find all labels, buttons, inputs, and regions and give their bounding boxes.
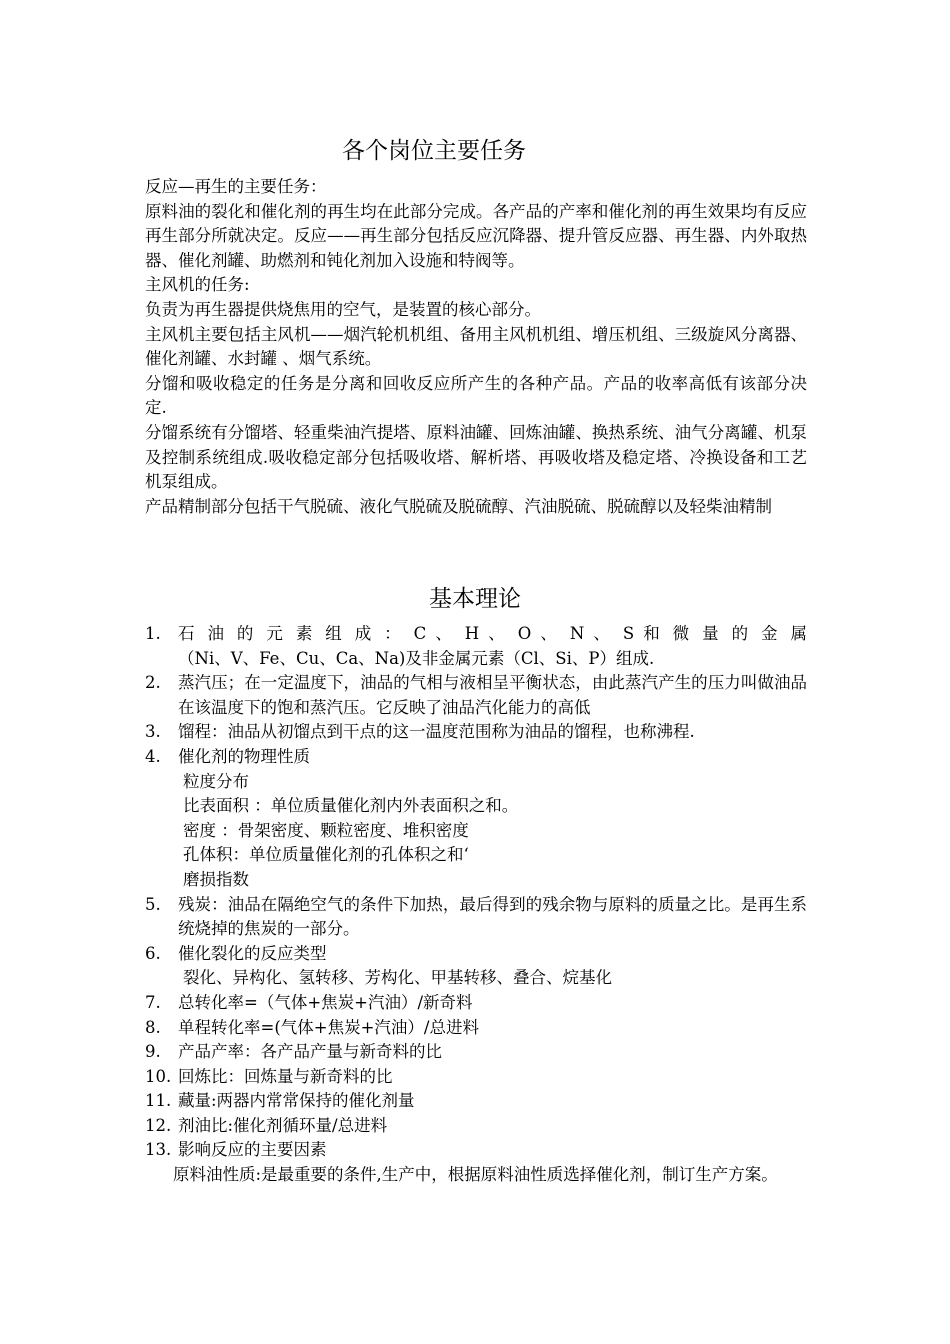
item-text: 馏程：油品从初馏点到干点的这一温度范围称为油品的馏程，也称沸程. bbox=[178, 722, 695, 742]
item-text: 剂油比:催化剂循环量/总进料 bbox=[178, 1115, 388, 1135]
item-text: 回炼比：回炼量与新奇料的比 bbox=[178, 1066, 393, 1086]
sub-item: 密度 ：骨架密度、颗粒密度、堆积密度 bbox=[183, 820, 469, 840]
item-text: 总转化率=（气体+焦炭+汽油）/新奇料 bbox=[178, 992, 473, 1012]
paragraph: 负责为再生器提供烧焦用的空气，是装置的核心部分。 bbox=[145, 299, 541, 319]
item-text: （Ni、V、Fe、Cu、Ca、Na)及非金属元素（Cl、Si、P）组成. bbox=[178, 648, 655, 668]
item-text: 单程转化率=(气体+焦炭+汽油）/总进料 bbox=[178, 1017, 479, 1037]
list-item bbox=[145, 893, 807, 942]
item-number: 3. bbox=[145, 722, 161, 742]
list-item bbox=[145, 720, 807, 745]
list-item bbox=[145, 745, 807, 893]
item-number: 10. bbox=[145, 1066, 172, 1086]
paragraph: 主风机的任务: bbox=[145, 275, 250, 295]
list-item bbox=[145, 671, 807, 720]
item-text: 石 油 的 元 素 组 成 ： C 、 H 、 O 、 N 、 S 和 微 量 的 金 属 bbox=[178, 624, 807, 643]
item-number: 5. bbox=[145, 894, 161, 914]
item-number: 8. bbox=[145, 1017, 161, 1037]
item-text: 残炭：油品在隔绝空气的条件下加热，最后得到的残余物与原料的质量之比。是再生系统烧掉的焦炭的一部分。 bbox=[178, 894, 807, 939]
paragraph: 分馏系统有分馏塔、轻重柴油汽提塔、原料油罐、回炼油罐、换热系统、油气分离罐、机泵及控制系统组成.吸收稳定部分包括吸收塔、解析塔、再吸收塔及稳定塔、冷换设备和工艺机泵组成。 bbox=[145, 422, 807, 492]
item-text: 影响反应的主要因素 bbox=[178, 1140, 327, 1160]
sub-item: 比表面积 ：单位质量催化剂内外表面积之和。 bbox=[183, 796, 519, 816]
list-item bbox=[145, 1065, 807, 1090]
sub-item: 裂化、异构化、氢转移、芳构化、甲基转移、叠合、烷基化 bbox=[183, 968, 612, 988]
list-item bbox=[145, 1114, 807, 1139]
item-number: 9. bbox=[145, 1042, 161, 1062]
section-title-theory: 基本理论 bbox=[429, 586, 521, 612]
list-item bbox=[145, 1089, 807, 1114]
item-number: 13. bbox=[145, 1140, 172, 1160]
paragraph: 分馏和吸收稳定的任务是分离和回收反应所产生的各种产品。产品的收率高低有该部分决定. bbox=[145, 373, 807, 418]
item-number: 2. bbox=[145, 673, 161, 693]
sub-item: 粒度分布 bbox=[183, 771, 249, 791]
section-title-tasks: 各个岗位主要任务 bbox=[342, 138, 526, 164]
paragraph: 主风机主要包括主风机——烟汽轮机机组、备用主风机机组、增压机组、三级旋风分离器、催化剂罐、水封罐 、烟气系统。 bbox=[145, 324, 807, 369]
tasks-section bbox=[145, 175, 807, 519]
list-item bbox=[145, 991, 807, 1016]
paragraph: 反应—再生的主要任务： bbox=[145, 177, 327, 196]
item-continuation: 原料油性质:是最重要的条件,生产中，根据原料油性质选择催化剂，制订生产方案。 bbox=[173, 1165, 778, 1185]
item-text: 产品产率：各产品产量与新奇料的比 bbox=[178, 1042, 442, 1062]
item-text: 催化剂的物理性质 bbox=[178, 746, 310, 766]
list-item bbox=[145, 1016, 807, 1041]
sub-item: 孔体积：单位质量催化剂的孔体积之和‘ bbox=[183, 845, 469, 865]
list-item bbox=[145, 1138, 807, 1187]
item-number: 7. bbox=[145, 992, 161, 1012]
paragraph: 原料油的裂化和催化剂的再生均在此部分完成。各产品的产率和催化剂的再生效果均有反应再生部分所就决定。反应——再生部分包括反应沉降器、提升管反应器、再生器、内外取热器、催化剂罐、助燃剂和钝化剂加入设施和特阀等。 bbox=[145, 201, 807, 270]
item-text: 催化裂化的反应类型 bbox=[178, 943, 327, 963]
item-text: 藏量:两器内常常保持的催化剂量 bbox=[178, 1091, 415, 1111]
item-number: 1. bbox=[145, 624, 161, 643]
item-number: 4. bbox=[145, 746, 161, 766]
list-item bbox=[145, 942, 807, 991]
sub-item: 磨损指数 bbox=[183, 869, 249, 889]
list-item bbox=[145, 622, 807, 671]
item-text: 蒸汽压；在一定温度下，油品的气相与液相呈平衡状态，由此蒸汽产生的压力叫做油品在该温度下的饱和蒸汽压。它反映了油品汽化能力的高低 bbox=[178, 673, 807, 717]
item-number: 11. bbox=[145, 1091, 172, 1111]
list-item bbox=[145, 1040, 807, 1065]
item-number: 6. bbox=[145, 943, 161, 963]
paragraph: 产品精制部分包括干气脱硫、液化气脱硫及脱硫醇、汽油脱硫、脱硫醇以及轻柴油精制 bbox=[145, 496, 772, 516]
theory-list bbox=[145, 622, 807, 1188]
item-number: 12. bbox=[145, 1115, 172, 1135]
